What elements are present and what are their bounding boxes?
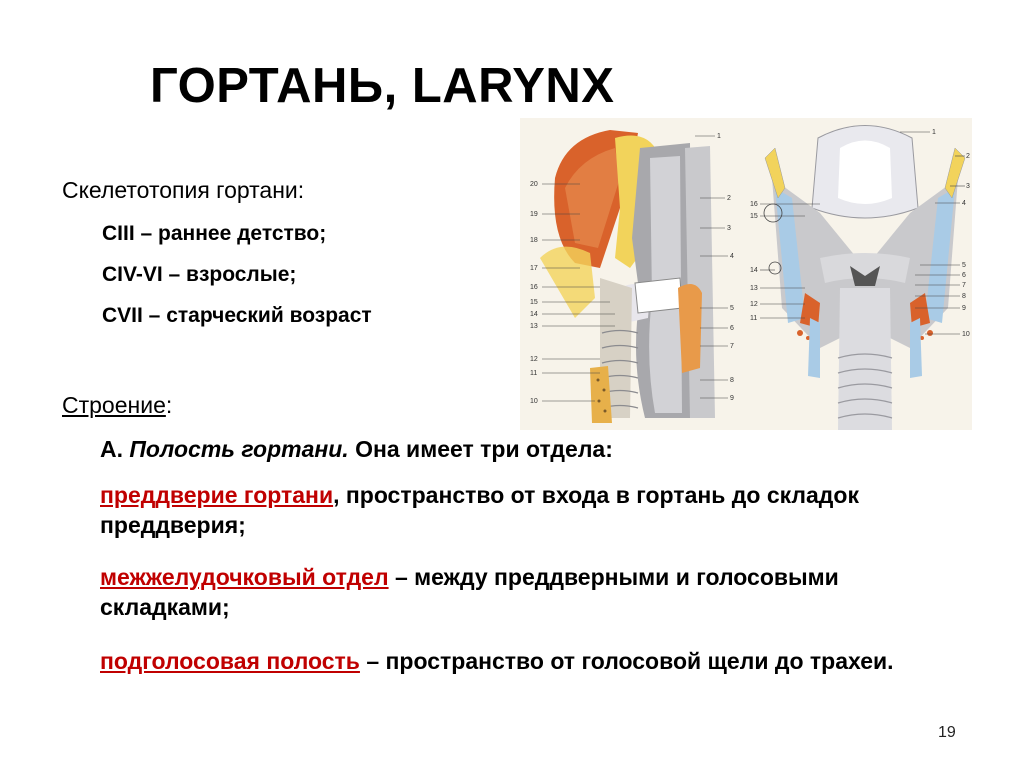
cavity-intro-prefix: А.: [100, 436, 130, 462]
figure-label: 13: [530, 323, 538, 330]
figure-label: 5: [962, 262, 966, 269]
figure-label: 2: [966, 153, 970, 160]
figure-label: 14: [750, 267, 758, 274]
figure-label: 8: [962, 293, 966, 300]
figure-label: 1: [717, 133, 721, 140]
figure-label: 9: [730, 395, 734, 402]
figure-label: 10: [962, 331, 970, 338]
figure-label: 20: [530, 181, 538, 188]
figure-label: 13: [750, 285, 758, 292]
figure-label: 16: [530, 284, 538, 291]
term-ventricular: межжелудочковый отдел: [100, 564, 389, 590]
cavity-intro-rest: Она имеет три отдела:: [348, 436, 613, 462]
cavity-intro-italic: Полость гортани.: [129, 436, 349, 462]
section-ventricular-text: – между преддверными и голосовыми складками;: [100, 564, 839, 620]
figure-label: 17: [530, 265, 538, 272]
term-subglottic: подголосовая полость: [100, 648, 360, 674]
figure-label: 2: [727, 195, 731, 202]
skeletotopy-item: CVII – старческий возраст: [102, 304, 372, 327]
section-subglottic: [100, 646, 970, 676]
figure-label: 14: [530, 311, 538, 318]
structure-heading-text: Строение: [62, 392, 166, 418]
section-subglottic-text: – пространство от голосовой щели до трахеи.: [359, 648, 894, 674]
larynx-illustration: [520, 118, 972, 430]
page-number: 19: [938, 724, 956, 741]
figure-label: 15: [750, 213, 758, 220]
figure-label: 12: [750, 301, 758, 308]
figure-label: 3: [727, 225, 731, 232]
larynx-anatomy-svg: [520, 118, 972, 430]
figure-label: 9: [962, 305, 966, 312]
figure-label: 4: [730, 253, 734, 260]
figure-label: 8: [730, 377, 734, 384]
figure-label: 6: [730, 325, 734, 332]
figure-label: 16: [750, 201, 758, 208]
section-vestibule-text: , пространство от входа в гортань до складок преддверия;: [100, 482, 859, 538]
figure-label: 7: [962, 282, 966, 289]
cavity-intro: [100, 434, 970, 464]
figure-label: 19: [530, 211, 538, 218]
figure-label: 7: [730, 343, 734, 350]
figure-label: 1: [932, 129, 936, 136]
figure-label: 15: [530, 299, 538, 306]
figure-label: 5: [730, 305, 734, 312]
structure-heading: [62, 391, 172, 419]
structure-heading-colon: :: [165, 392, 173, 418]
section-vestibule: [100, 480, 970, 540]
term-vestibule: преддверие гортани: [100, 482, 334, 508]
figure-label: 11: [530, 370, 538, 377]
figure-label: 12: [530, 356, 538, 363]
figure-label: 4: [962, 200, 966, 207]
skeletotopy-item: CIII – раннее детство;: [102, 222, 327, 245]
skeletotopy-item: CIV-VI – взрослые;: [102, 263, 297, 286]
slide-title: ГОРТАНЬ, LARYNX: [150, 59, 615, 113]
section-ventricular: [100, 562, 970, 622]
figure-label: 3: [966, 183, 970, 190]
figure-label: 18: [530, 237, 538, 244]
figure-label: 6: [962, 272, 966, 279]
figure-label: 11: [750, 315, 758, 322]
figure-label: 10: [530, 398, 538, 405]
skeletotopy-heading: Скелетотопия гортани:: [62, 177, 305, 203]
